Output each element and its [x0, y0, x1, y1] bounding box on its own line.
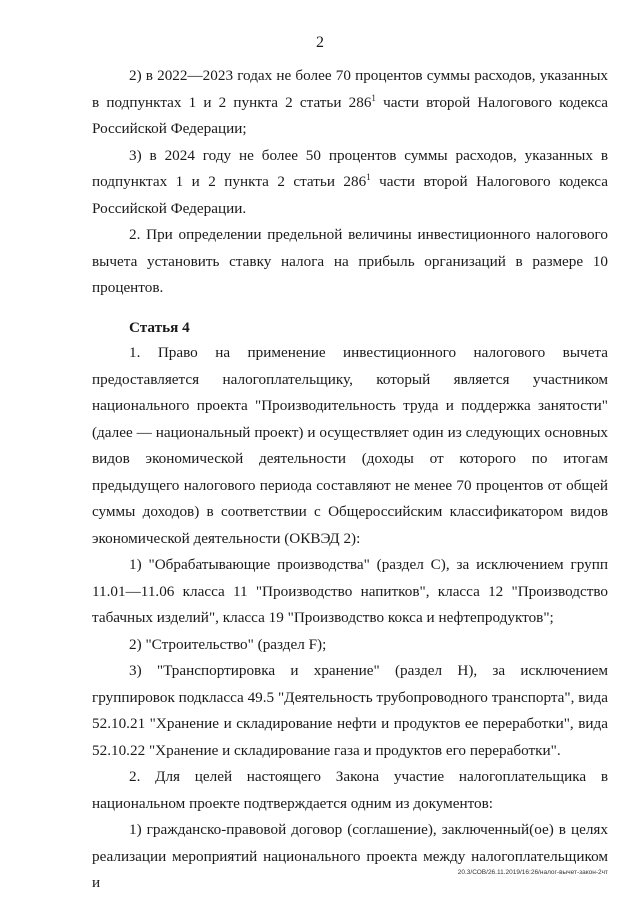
- text-block-article-4: [92, 340, 608, 897]
- article-heading: Статья 4: [129, 319, 190, 336]
- footer-document-code: 20.3/СОВ/26.11.2019/16:26/налог-вычет-закон-2чт: [457, 869, 608, 876]
- superscript: 1: [371, 92, 376, 103]
- paragraph-2-participation: 2. Для целей настоящего Закона участие налогоплательщика в национальном проекте подтверждается одним из документов:: [92, 768, 608, 812]
- list-item-3-2024: 3) в 2024 году не более 50 процентов суммы расходов, указанных в подпунктах 1 и 2 пункта 2 статьи $286^1$ части второй Налогового кодекса Российской Федерации.: [92, 146, 608, 217]
- list-item-2-2022-2023: 2) в 2022—2023 годах не более 70 процентов суммы расходов, указанных в подпунктах 1 и 2 пункта 2 статьи $286^1$ части второй Налогового кодекса Российской Федерации;: [92, 67, 608, 137]
- page-number: 2: [316, 34, 324, 51]
- text-block-top: [92, 63, 608, 302]
- list-item-3-transport: 3) "Транспортировка и хранение" (раздел H), за исключением группировок подкласса 49.5 "Деятельность трубопроводного транспорта", вида 52.10.21 "Хранение и складирование нефти и продуктов ее переработки", вида 52.10.22 "Хранение и складирование газа и продуктов его переработки".: [92, 662, 608, 759]
- list-item-1-civil-contract: 1) гражданско-правовой договор (соглашение), заключенный(ое) в целях реализации мероприятий национального проекта между налогоплательщиком и: [92, 821, 608, 891]
- list-item-1-manufacturing: 1) "Обрабатывающие производства" (раздел C), за исключением групп 11.01—11.06 класса 11 "Производство напитков", класса 12 "Производство табачных изделий", класса 19 "Производство кокса и нефтепродуктов";: [92, 556, 608, 626]
- paragraph-2-tax-rate: 2. При определении предельной величины инвестиционного налогового вычета установить ставку налога на прибыль организаций в размере 10 процентов.: [92, 226, 608, 296]
- list-item-2-construction: 2) "Строительство" (раздел F);: [129, 635, 327, 653]
- paragraph-1-right-to-deduction: 1. Право на применение инвестиционного налогового вычета предоставляется налогоплательщику, который является участником национального проекта "Производительность труда и поддержка занятости" (далее — национальный проект) и осуществляет один из следующих основных видов экономической деятельности (доходы от которого по итогам предыдущего налогового периода составляют не менее 70 процентов от общей суммы доходов) в соответствии с Общероссийским классификатором видов экономической деятельности (ОКВЭД 2):: [92, 344, 608, 547]
- superscript: 1: [366, 172, 371, 182]
